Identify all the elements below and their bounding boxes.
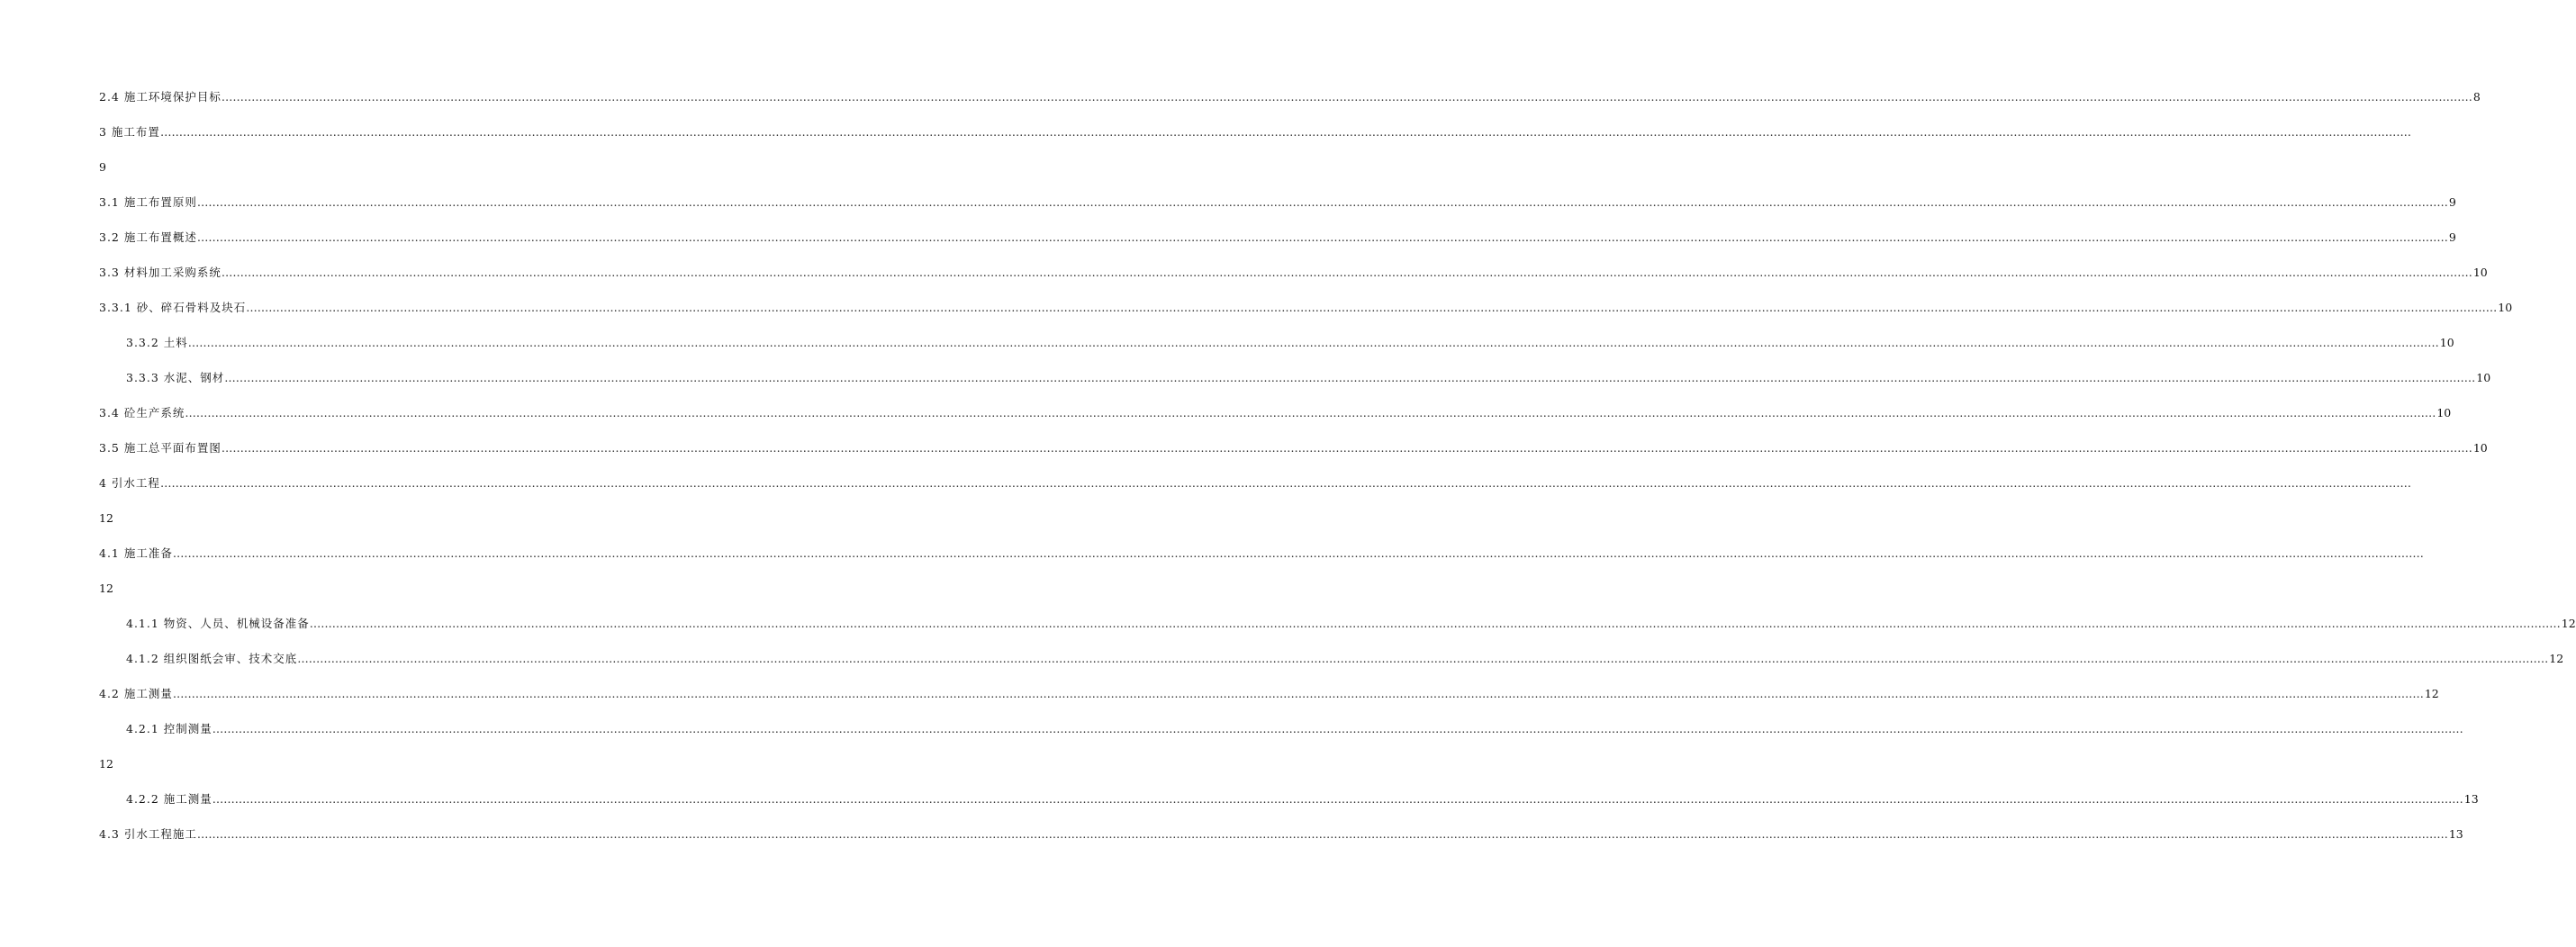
toc-leader-dots: …………………………………………………………………………………………………………………………………………………………………………………………………………………………………………………………………………………………………………………………………………………………………………………………………………………………………………………………………………………………………………………………………………………… <box>221 90 2472 104</box>
toc-entry-title: 2.4 施工环境保护目标 <box>99 90 221 104</box>
toc-entry <box>0 649 2564 669</box>
toc-entry <box>0 403 2452 423</box>
toc-leader-dots: …………………………………………………………………………………………………………………………………………………………………………………………………………………………………………………………………………………………………………………………………………………………………………………………………………………………………………………………………………………………………………………………………………………… <box>172 546 2424 560</box>
toc-entry-page: 10 <box>2498 301 2513 314</box>
toc-entry-page: 12 <box>99 582 113 595</box>
toc-entry-page: 9 <box>2448 230 2456 244</box>
toc-entry-page: 9 <box>2448 195 2456 209</box>
toc-entry-title: 4.1 施工准备 <box>99 546 173 560</box>
toc-entry-title: 4.1.2 组织图纸会审、技术交底 <box>126 652 298 665</box>
toc-leader-dots: …………………………………………………………………………………………………………………………………………………………………………………………………………………………………………………………………………………………………………………………………………………………………………………………………………………………………………………………………………………………………………………………………………………… <box>246 301 2498 314</box>
toc-entry-page: 12 <box>99 757 113 771</box>
toc-entry-title: 4.2.2 施工测量 <box>126 792 212 806</box>
toc-entry-title: 3.3.2 土料 <box>126 336 188 349</box>
toc-leader-dots: …………………………………………………………………………………………………………………………………………………………………………………………………………………………………………………………………………………………………………………………………………………………………………………………………………………………………………………………………………………………………………………………………………………… <box>196 230 2448 244</box>
toc-entry <box>0 298 2513 318</box>
toc-entry-title: 3 施工布置 <box>99 125 160 139</box>
toc-entry-title: 4.3 引水工程施工 <box>99 827 197 841</box>
toc-entry-title: 4.2 施工测量 <box>99 687 173 700</box>
toc-leader-dots: …………………………………………………………………………………………………………………………………………………………………………………………………………………………………………………………………………………………………………………………………………………………………………………………………………………………………………………………………………………………………………………………………………………… <box>224 371 2476 384</box>
toc-leader-dots: …………………………………………………………………………………………………………………………………………………………………………………………………………………………………………………………………………………………………………………………………………………………………………………………………………………………………………………………………………………………………………………………………………………… <box>185 406 2436 419</box>
toc-entry-title: 3.1 施工布置原则 <box>99 195 197 209</box>
toc-entry <box>0 825 2463 844</box>
toc-entry-title: 3.3.3 水泥、钢材 <box>126 371 225 384</box>
toc-leader-dots: …………………………………………………………………………………………………………………………………………………………………………………………………………………………………………………………………………………………………………………………………………………………………………………………………………………………………………………………………………………………………………………………………………………… <box>221 266 2472 279</box>
toc-entry <box>0 438 2488 458</box>
toc-entry <box>0 193 2456 212</box>
toc-entry <box>0 789 2479 809</box>
toc-entry-page: 12 <box>2561 617 2576 630</box>
toc-entry <box>0 614 2576 634</box>
toc-entry-page: 12 <box>99 511 113 525</box>
toc-entry-page: 10 <box>2476 371 2491 384</box>
toc-entry <box>0 87 2481 107</box>
toc-entry-title: 3.4 砼生产系统 <box>99 406 185 419</box>
toc-leader-dots: …………………………………………………………………………………………………………………………………………………………………………………………………………………………………………………………………………………………………………………………………………………………………………………………………………………………………………………………………………………………………………………………………………………… <box>172 687 2424 700</box>
toc-entry <box>0 263 2488 283</box>
toc-leader-dots: …………………………………………………………………………………………………………………………………………………………………………………………………………………………………………………………………………………………………………………………………………………………………………………………………………………………………………………………………………………………………………………………………………………… <box>159 125 2411 139</box>
toc-leader-dots: …………………………………………………………………………………………………………………………………………………………………………………………………………………………………………………………………………………………………………………………………………………………………………………………………………………………………………………………………………………………………………………………………………………… <box>196 827 2448 841</box>
toc-entry-page: 10 <box>2436 406 2452 419</box>
toc-entry-page: 10 <box>2439 336 2454 349</box>
toc-entry <box>0 474 2411 493</box>
toc-entry-title: 3.5 施工总平面布置图 <box>99 441 221 455</box>
toc-entry-page: 8 <box>2472 90 2481 104</box>
toc-entry <box>0 122 2411 142</box>
toc-leader-dots: …………………………………………………………………………………………………………………………………………………………………………………………………………………………………………………………………………………………………………………………………………………………………………………………………………………………………………………………………………………………………………………………………………………… <box>196 195 2448 209</box>
toc-leader-dots: …………………………………………………………………………………………………………………………………………………………………………………………………………………………………………………………………………………………………………………………………………………………………………………………………………………………………………………………………………………………………………………………………………………… <box>221 441 2472 455</box>
toc-entry-page: 13 <box>2448 827 2463 841</box>
toc-entry-page: 12 <box>2549 652 2564 665</box>
toc-entry <box>0 719 2463 739</box>
toc-entry <box>0 333 2454 353</box>
toc-entry <box>0 544 2424 564</box>
toc-entry-page: 10 <box>2472 266 2488 279</box>
toc-leader-dots: …………………………………………………………………………………………………………………………………………………………………………………………………………………………………………………………………………………………………………………………………………………………………………………………………………………………………………………………………………………………………………………………………………………… <box>297 652 2549 665</box>
toc-entry-title: 4 引水工程 <box>99 476 160 490</box>
toc-entry-page: 13 <box>2463 792 2479 806</box>
toc-entry-title: 4.1.1 物资、人员、机械设备准备 <box>126 617 310 630</box>
toc-leader-dots: …………………………………………………………………………………………………………………………………………………………………………………………………………………………………………………………………………………………………………………………………………………………………………………………………………………………………………………………………………………………………………………………………………………… <box>159 476 2411 490</box>
toc-leader-dots: …………………………………………………………………………………………………………………………………………………………………………………………………………………………………………………………………………………………………………………………………………………………………………………………………………………………………………………………………………………………………………………………………………………… <box>187 336 2439 349</box>
toc-entry-title: 3.3.1 砂、碎石骨料及块石 <box>99 301 247 314</box>
toc-entry <box>0 228 2456 248</box>
toc-leader-dots: …………………………………………………………………………………………………………………………………………………………………………………………………………………………………………………………………………………………………………………………………………………………………………………………………………………………………………………………………………………………………………………………………………………… <box>212 722 2463 735</box>
toc-entry-title: 4.2.1 控制测量 <box>126 722 212 735</box>
toc-entry <box>0 368 2491 388</box>
toc-entry-title: 3.2 施工布置概述 <box>99 230 197 244</box>
toc-entry-page: 12 <box>2424 687 2439 700</box>
toc-entry-page: 10 <box>2472 441 2488 455</box>
toc-entry-title: 3.3 材料加工采购系统 <box>99 266 221 279</box>
toc-entry <box>0 684 2439 704</box>
toc-entry-page: 9 <box>99 160 106 174</box>
toc-leader-dots: …………………………………………………………………………………………………………………………………………………………………………………………………………………………………………………………………………………………………………………………………………………………………………………………………………………………………………………………………………………………………………………………………………………… <box>309 617 2561 630</box>
toc-leader-dots: …………………………………………………………………………………………………………………………………………………………………………………………………………………………………………………………………………………………………………………………………………………………………………………………………………………………………………………………………………………………………………………………………………………… <box>212 792 2463 806</box>
